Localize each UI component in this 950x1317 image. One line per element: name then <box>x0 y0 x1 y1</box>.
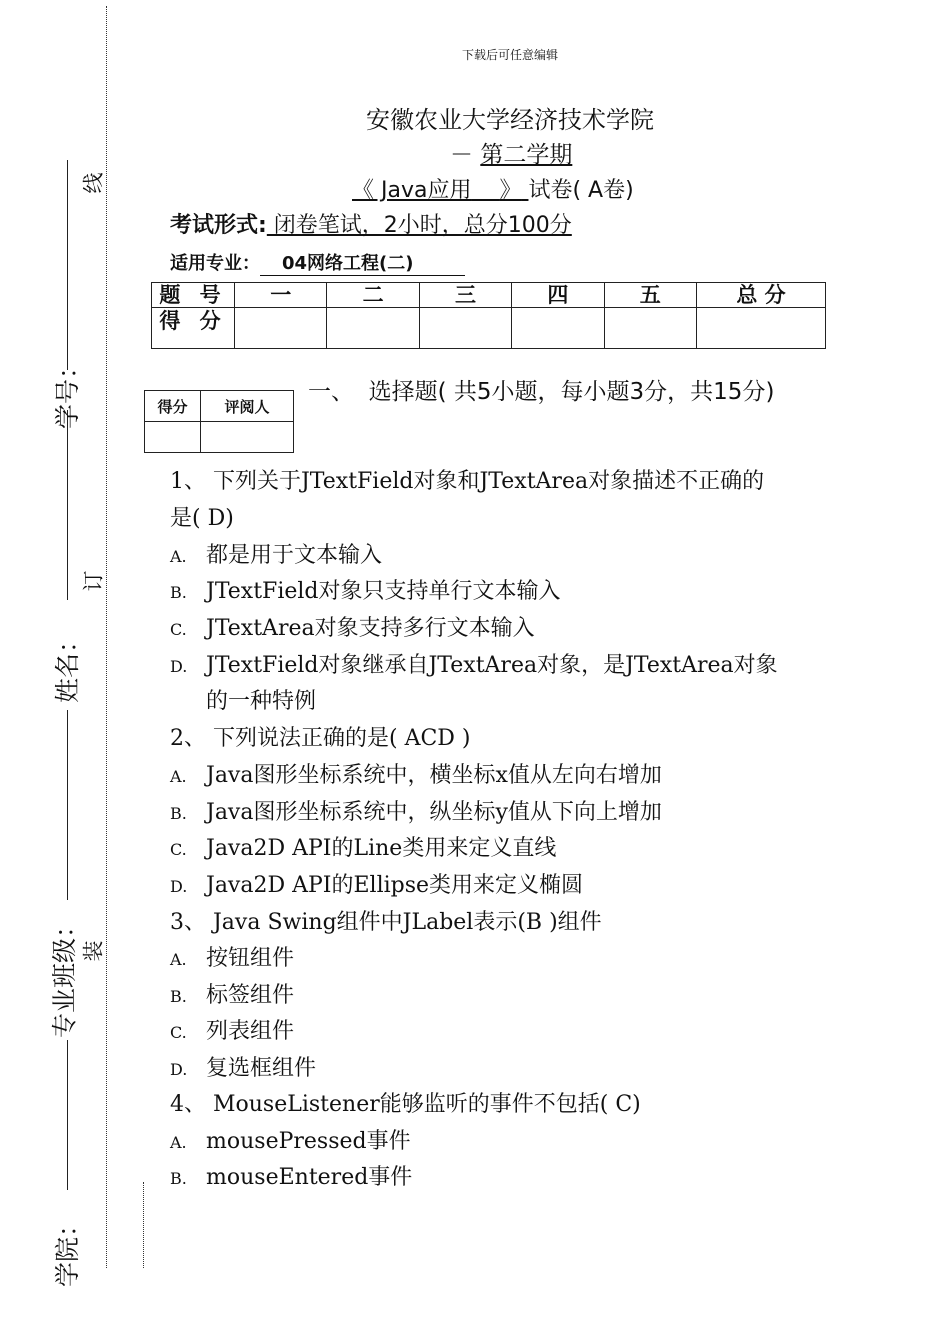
question-2-option-a[interactable] <box>170 758 662 789</box>
score-table-col-2: 二 <box>327 283 419 308</box>
major-line <box>170 249 465 276</box>
question-4-option-b[interactable] <box>170 1160 412 1191</box>
score-table-col-5: 五 <box>604 283 696 308</box>
option-letter: D. <box>170 657 188 676</box>
binding-dotted-line <box>106 6 107 1268</box>
option-letter: B. <box>170 804 187 823</box>
paper-label: 试卷( A卷) <box>528 178 634 203</box>
option-text: mousePressed事件 <box>206 1129 411 1154</box>
option-letter: C. <box>170 840 187 859</box>
course-title <box>352 173 634 204</box>
underline-name <box>67 410 68 600</box>
option-letter: A. <box>170 767 187 786</box>
option-letter: D. <box>170 1060 188 1079</box>
course-name <box>352 178 528 203</box>
option-letter: A. <box>170 950 187 969</box>
question-4-line-1: 4、 MouseListener能够监听的事件不包括( C) <box>170 1092 641 1117</box>
question-3-line-1: 3、 Java Swing组件中JLabel表示(B )组件 <box>170 910 602 935</box>
grader-score-cell[interactable] <box>145 422 201 453</box>
question-1-line-2: 是( D) <box>170 506 234 531</box>
question-1-option-b[interactable] <box>170 574 561 605</box>
school-title: 安徽农业大学经济技术学院 <box>366 106 654 134</box>
question-1-option-a[interactable] <box>170 538 382 569</box>
score-table <box>151 282 826 349</box>
binding-mark-ding: 订 <box>81 570 106 592</box>
question-3-option-b[interactable] <box>170 978 294 1009</box>
option-text: JTextField对象只支持单行文本输入 <box>206 579 561 604</box>
exam-form-value: 闭卷笔试，2小时，总分100分 <box>266 213 572 238</box>
score-table-col-total: 总 分 <box>697 283 826 308</box>
score-table-col-1: 一 <box>235 283 327 308</box>
score-cell-total[interactable] <box>697 308 826 349</box>
question-1-option-d[interactable] <box>170 648 778 679</box>
major-label: 适用专业： <box>170 253 260 274</box>
grader-table-grader-header: 评阅人 <box>201 391 294 422</box>
option-text: 按钮组件 <box>206 946 295 971</box>
question-1-option-c[interactable] <box>170 611 535 642</box>
score-cell-1[interactable] <box>235 308 327 349</box>
option-letter: C. <box>170 620 187 639</box>
score-table-col-4: 四 <box>512 283 604 308</box>
question-3-option-c[interactable] <box>170 1014 294 1045</box>
option-letter: B. <box>170 583 187 602</box>
score-cell-4[interactable] <box>512 308 604 349</box>
option-letter: B. <box>170 987 187 1006</box>
option-text: 都是用于文本输入 <box>206 543 383 568</box>
term-text: 第二学期 <box>480 142 573 168</box>
underline-college <box>67 1040 68 1190</box>
name-label: 姓名： <box>53 627 82 703</box>
term-title <box>450 136 572 169</box>
option-text: JTextArea对象支持多行文本输入 <box>206 616 535 641</box>
question-4-option-a[interactable] <box>170 1124 411 1155</box>
option-text: 标签组件 <box>206 983 295 1008</box>
score-table-header-label: 题 号 <box>152 283 235 308</box>
option-letter: B. <box>170 1169 187 1188</box>
exam-form-label: 考试形式: <box>170 213 267 238</box>
option-text: JTextField对象继承自JTextArea对象，是JTextArea对象 <box>206 653 778 678</box>
section-title: 一、 选择题( 共5小题，每小题3分，共15分) <box>308 379 775 405</box>
question-2-option-b[interactable] <box>170 795 662 826</box>
question-2-line-1: 2、 下列说法正确的是( ACD ) <box>170 726 471 751</box>
option-text: Java2D API的Ellipse类用来定义椭圆 <box>206 873 584 898</box>
college-label: 学院： <box>53 1211 82 1287</box>
score-table-col-3: 三 <box>419 283 511 308</box>
major-class-label: 专业班级： <box>50 912 79 1038</box>
binding-dotted-line-short <box>143 1182 144 1268</box>
question-3-option-d[interactable] <box>170 1051 316 1082</box>
question-2-option-c[interactable] <box>170 831 556 862</box>
question-1-line-1: 1、 下列关于JTextField对象和JTextArea对象描述不正确的 <box>170 469 765 494</box>
option-letter: A. <box>170 1133 187 1152</box>
score-cell-5[interactable] <box>604 308 696 349</box>
score-cell-2[interactable] <box>327 308 419 349</box>
term-prefix: － <box>450 142 473 168</box>
option-letter: A. <box>170 547 187 566</box>
grader-table-score-header: 得分 <box>145 391 201 422</box>
option-text: mouseEntered事件 <box>206 1165 413 1190</box>
binding-mark-zhuang: 装 <box>81 940 106 962</box>
option-letter: D. <box>170 877 188 896</box>
option-text: Java图形坐标系统中，纵坐标y值从下向上增加 <box>206 800 662 825</box>
score-table-score-label: 得 分 <box>152 308 235 349</box>
option-text: 列表组件 <box>206 1019 295 1044</box>
grader-table <box>144 390 294 453</box>
option-text: 复选框组件 <box>206 1056 317 1081</box>
download-note: 下载后可任意编辑 <box>461 48 558 62</box>
underline-major-class <box>67 710 68 900</box>
course-name-open: 《 Java应用 <box>352 178 472 203</box>
exam-form-line <box>170 208 572 239</box>
grader-name-cell[interactable] <box>201 422 294 453</box>
question-3-option-a[interactable] <box>170 941 294 972</box>
option-text: Java图形坐标系统中，横坐标x值从左向右增加 <box>206 763 662 788</box>
course-name-close: 》 <box>499 178 522 203</box>
student-id-label: 学号： <box>53 353 82 429</box>
option-text: Java2D API的Line类用来定义直线 <box>206 836 557 861</box>
major-value: 04网络工程(二) <box>260 249 465 276</box>
score-cell-3[interactable] <box>419 308 511 349</box>
binding-mark-xian: 线 <box>81 172 106 194</box>
question-2-option-d[interactable] <box>170 868 583 899</box>
question-1-option-d-continued: 的一种特例 <box>206 689 317 714</box>
option-letter: C. <box>170 1023 187 1042</box>
